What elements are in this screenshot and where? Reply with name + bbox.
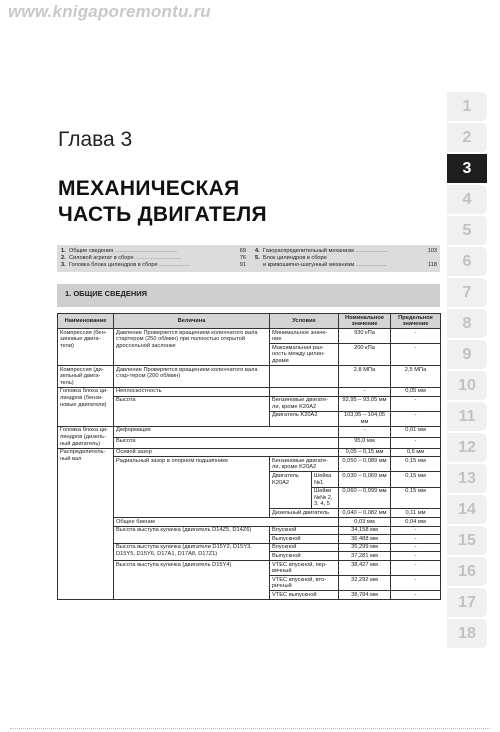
table-row: Головка блока ци-линдров (дизель-ный двигатель) Деформация - 0,01 мм xyxy=(58,426,441,437)
title-line-1: МЕХАНИЧЕСКАЯ xyxy=(58,177,240,200)
toc-item[interactable]: 1. Общие сведения ........................................ 69 xyxy=(61,248,246,254)
toc-item[interactable]: 4. Газораспределительный механизм ..................... 103 xyxy=(255,248,437,254)
toc-item[interactable]: 2. Силовой агрегат в сборе .............................. 76 xyxy=(61,255,246,261)
chapter-label: Глава 3 xyxy=(58,128,133,151)
table-row: VTEC выпускной 38,784 мм - xyxy=(58,591,441,600)
chapter-tabs xyxy=(447,92,491,650)
table-of-contents xyxy=(57,245,440,272)
toc-item[interactable]: и кривошипно-шатунный механизм .................... 118 xyxy=(263,262,437,268)
chapter-tab-3[interactable]: 3 xyxy=(447,154,487,183)
table-row: Выпускной 37,281 мм - xyxy=(58,552,441,561)
table-row: Выпускной 36,488 мм - xyxy=(58,535,441,544)
table-row: Высота Бензиновые двигате-ли, кроме K20A2 92,95 – 93,05 мм - xyxy=(58,396,441,411)
table-row: VTEC впускной, вто-ричный 32,292 мм - xyxy=(58,576,441,591)
table-row: Компрессия (ди-зельный двига-тель) Давление Проверяется вращением коленчатого вала стар-тером (200 об/мин) 2,8 МПа 2,5 МПа xyxy=(58,366,441,388)
header-name: Наименование xyxy=(58,314,114,329)
chapter-tab-11[interactable]: 11 xyxy=(447,402,487,431)
chapter-tab-2[interactable]: 2 xyxy=(447,123,487,152)
chapter-tab-7[interactable]: 7 xyxy=(447,278,487,307)
table-row: Общее биение 0,03 мм 0,04 мм xyxy=(58,518,441,527)
chapter-tab-14[interactable]: 14 xyxy=(447,495,487,524)
page-divider xyxy=(10,728,490,729)
table-row: Высота выступа кулачка (двигатель D14Z5, D14Z6) Впускной 34,158 мм - xyxy=(58,526,441,535)
table-row: Радиальный зазор в опорном подшипнике Бензиновые двигате-ли, кроме K20A2 0,050 – 0,089 мм 0,15 мм xyxy=(58,457,441,472)
chapter-tab-1[interactable]: 1 xyxy=(447,92,487,121)
table-row: Двигатель K20A2 103,95 – 104,05 мм - xyxy=(58,411,441,426)
chapter-tab-5[interactable]: 5 xyxy=(447,216,487,245)
chapter-tab-10[interactable]: 10 xyxy=(447,371,487,400)
section-title: 1. ОБЩИЕ СВЕДЕНИЯ xyxy=(65,289,148,298)
spec-table xyxy=(57,313,441,600)
chapter-tab-12[interactable]: 12 xyxy=(447,433,487,462)
header-nominal: Номинальное значение xyxy=(339,314,391,329)
header-limit: Предельное значение xyxy=(391,314,441,329)
chapter-tab-16[interactable]: 16 xyxy=(447,557,487,586)
table-row: Головка блока ци-линдров (бензи-новые двигатели) Неплоскостность - 0,05 мм xyxy=(58,387,441,396)
chapter-tab-18[interactable]: 18 xyxy=(447,619,487,648)
section-header xyxy=(57,284,440,307)
chapter-tab-4[interactable]: 4 xyxy=(447,185,487,214)
header-condition: Условие xyxy=(270,314,339,329)
chapter-tab-9[interactable]: 9 xyxy=(447,340,487,369)
chapter-tab-15[interactable]: 15 xyxy=(447,526,487,555)
header-quantity: Величина xyxy=(114,314,270,329)
table-header-row xyxy=(58,314,441,329)
toc-item[interactable]: 3. Головка блока цилиндров в сборе .................... 91 xyxy=(61,262,246,268)
table-row: Дизельный двигатель 0,040 – 0,082 мм 0,11 мм xyxy=(58,509,441,518)
table-row: Максимальная раз-ность между цилин-драми 200 кПа - xyxy=(58,344,441,366)
chapter-tab-17[interactable]: 17 xyxy=(447,588,487,617)
table-row: Распределитель-ный вал Осевой зазор 0,05 – 0,15 мм 0,5 мм xyxy=(58,448,441,457)
title-line-2: ЧАСТЬ ДВИГАТЕЛЯ xyxy=(58,203,267,226)
chapter-title xyxy=(58,176,267,228)
toc-item[interactable]: 5. Блок цилиндров в сборе xyxy=(255,255,327,261)
table-row: Компрессия (бен-зиновые двига-тели) Давление Проверяется вращением коленчатого вала стартером (250 об/мин) при полностью открытой дроссельной заслонке Минимальное значе-ние 930 кПа - xyxy=(58,329,441,344)
table-row: Высота 95,0 мм - xyxy=(58,437,441,448)
chapter-tab-13[interactable]: 13 xyxy=(447,464,487,493)
table-row: Двигатель K20A2 Шейка №1 0,030 – 0,069 мм 0,15 мм xyxy=(58,472,441,487)
table-row: Высота выступа кулачка (двигатели D15Y2, D15Y3, D15Y5, D15Y6, D17A1, D17A8, D17Z1) Впускной 35,299 мм - xyxy=(58,543,441,552)
table-row: Высота выступа кулачка (двигатель D15Y4) VTEC впускной, пер-вичный 38,427 мм - xyxy=(58,561,441,576)
table-row: Шейки №№ 2, 3, 4, 5 0,060 – 0,099 мм 0,15 мм xyxy=(58,487,441,509)
watermark-url: www.knigaporemontu.ru xyxy=(8,2,211,21)
chapter-tab-8[interactable]: 8 xyxy=(447,309,487,338)
chapter-tab-6[interactable]: 6 xyxy=(447,247,487,276)
